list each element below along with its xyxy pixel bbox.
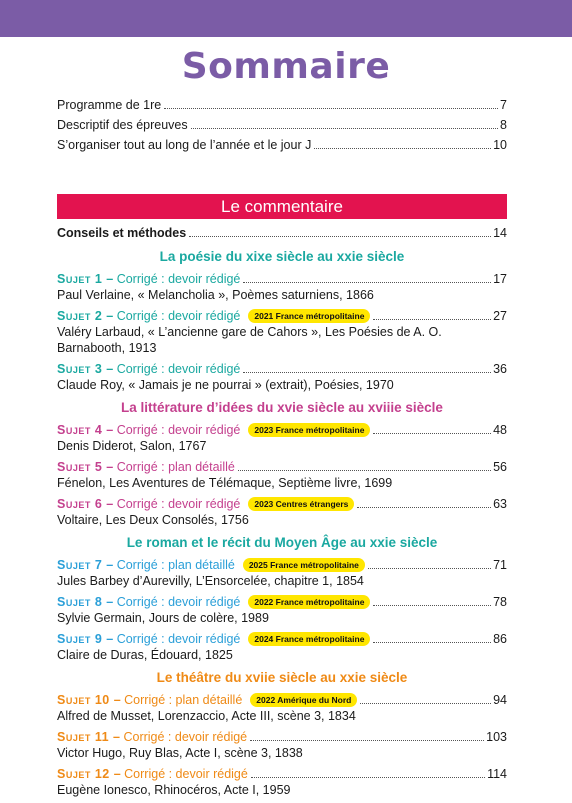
subject-number: Sujet 11 – <box>57 730 121 744</box>
section-heading: Le théâtre du xviie siècle au xxie siècle <box>156 670 408 685</box>
leader-dots <box>357 507 491 508</box>
toc-page: 10 <box>493 138 507 152</box>
leader-dots <box>243 372 491 373</box>
subject-header <box>57 594 507 610</box>
subject-page: 78 <box>493 595 507 609</box>
leader-dots <box>368 568 491 569</box>
leader-dots <box>314 148 491 149</box>
subject-correction: Corrigé : devoir rédigé <box>116 595 241 609</box>
subject-work: Victor Hugo, Ruy Blas, Acte I, scène 3, 1838 <box>57 746 303 760</box>
toc-label: Descriptif des épreuves <box>57 118 188 132</box>
leader-dots <box>189 236 491 237</box>
subject-page: 86 <box>493 632 507 646</box>
subject-page: 94 <box>493 693 507 707</box>
leader-dots <box>373 605 491 606</box>
section-heading: Le roman et le récit du Moyen Âge au xxie siècle <box>126 535 438 550</box>
subject-number: Sujet 9 – <box>57 632 114 646</box>
commentaire-toc <box>57 224 507 803</box>
subject-correction: Corrigé : plan détaillé <box>124 693 243 707</box>
subject-work: Claude Roy, « Jamais je ne pourrai » (extrait), Poésies, 1970 <box>57 378 394 392</box>
exam-badge: 2021 France métropolitaine <box>248 309 370 323</box>
exam-badge: 2023 Centres étrangers <box>248 497 354 511</box>
subject-header <box>57 422 507 438</box>
subject-header <box>57 631 507 647</box>
subject-number: Sujet 6 – <box>57 497 114 511</box>
subject-correction: Corrigé : devoir rédigé <box>123 730 248 744</box>
conseils-page: 14 <box>493 226 507 240</box>
subject-number: Sujet 7 – <box>57 558 114 572</box>
leader-dots <box>251 777 485 778</box>
subject-correction: Corrigé : plan détaillé <box>116 558 235 572</box>
subject-entry[interactable] <box>57 459 507 491</box>
top-color-bar <box>0 0 572 37</box>
conseils-label: Conseils et méthodes <box>57 226 187 240</box>
exam-badge: 2023 France métropolitaine <box>248 423 370 437</box>
subject-header <box>57 361 507 377</box>
subject-entry[interactable] <box>57 766 507 798</box>
subject-entry[interactable] <box>57 729 507 761</box>
toc-label <box>57 95 161 115</box>
subject-entry[interactable] <box>57 422 507 454</box>
subject-header <box>57 496 507 512</box>
leader-dots <box>243 282 491 283</box>
subject-page: 27 <box>493 309 507 323</box>
subject-header <box>57 308 507 324</box>
subject-correction: Corrigé : devoir rédigé <box>116 497 241 511</box>
toc-page: 7 <box>500 98 507 112</box>
subject-page: 114 <box>487 767 507 781</box>
subject-page: 17 <box>493 272 507 286</box>
subject-page: 36 <box>493 362 507 376</box>
subject-header <box>57 729 507 745</box>
toc-label-text: Programme de 1re <box>57 98 162 112</box>
exam-badge: 2024 France métropolitaine <box>248 632 370 646</box>
leader-dots <box>164 108 498 109</box>
subject-entry[interactable] <box>57 496 507 528</box>
subject-correction: Corrigé : devoir rédigé <box>116 632 241 646</box>
subject-entry[interactable] <box>57 631 507 663</box>
subject-work: Denis Diderot, Salon, 1767 <box>57 439 207 453</box>
subject-number: Sujet 12 – <box>57 767 122 781</box>
subject-number: Sujet 1 – <box>57 272 114 286</box>
subject-entry[interactable] <box>57 361 507 393</box>
subject-correction: Corrigé : devoir rédigé <box>116 362 241 376</box>
toc-page: 8 <box>500 118 507 132</box>
leader-dots <box>360 703 491 704</box>
subject-entry[interactable] <box>57 557 507 589</box>
subject-work: Eugène Ionesco, Rhinocéros, Acte I, 1959 <box>57 783 291 797</box>
subject-correction: Corrigé : devoir rédigé <box>116 423 241 437</box>
leader-dots <box>373 642 491 643</box>
toc-row[interactable] <box>57 95 507 115</box>
subject-work: Fénelon, Les Aventures de Télémaque, Septième livre, 1699 <box>57 476 393 490</box>
general-toc <box>57 95 507 155</box>
subject-header <box>57 459 507 475</box>
section-band-commentaire: Le commentaire <box>57 194 507 219</box>
subject-page: 56 <box>493 460 507 474</box>
subject-header <box>57 557 507 573</box>
subject-entry[interactable] <box>57 692 507 724</box>
toc-row[interactable] <box>57 115 507 135</box>
subject-entry[interactable] <box>57 308 507 356</box>
leader-dots <box>250 740 484 741</box>
exam-badge: 2025 France métropolitaine <box>243 558 365 572</box>
subject-work: Claire de Duras, Édouard, 1825 <box>57 648 233 662</box>
subject-number: Sujet 3 – <box>57 362 114 376</box>
subject-header <box>57 766 507 782</box>
subject-correction: Corrigé : devoir rédigé <box>116 309 241 323</box>
subject-work: Voltaire, Les Deux Consolés, 1756 <box>57 513 249 527</box>
subject-header <box>57 692 507 708</box>
subject-work: Sylvie Germain, Jours de colère, 1989 <box>57 611 269 625</box>
section-heading: La poésie du xixe siècle au xxie siècle <box>159 249 405 264</box>
subject-header <box>57 271 507 287</box>
section-heading: La littérature d’idées du xvie siècle au xviiie siècle <box>121 400 443 415</box>
page-title: Sommaire <box>181 46 391 87</box>
toc-row[interactable] <box>57 135 507 155</box>
subject-page: 63 <box>493 497 507 511</box>
subject-correction: Corrigé : plan détaillé <box>116 460 235 474</box>
subject-number: Sujet 4 – <box>57 423 114 437</box>
subject-number: Sujet 2 – <box>57 309 114 323</box>
subject-entry[interactable] <box>57 271 507 303</box>
subject-page: 71 <box>493 558 507 572</box>
toc-label: S’organiser tout au long de l’année et le jour J <box>57 138 312 152</box>
sections-list <box>57 248 507 798</box>
leader-dots <box>373 319 491 320</box>
subject-correction: Corrigé : devoir rédigé <box>116 272 241 286</box>
subject-work: Alfred de Musset, Lorenzaccio, Acte III, scène 3, 1834 <box>57 709 356 723</box>
subject-work: Valéry Larbaud, « L’ancienne gare de Cahors », Les Poésies de A. O. Barnabooth, 1913 <box>57 325 442 355</box>
leader-dots <box>238 470 491 471</box>
leader-dots <box>373 433 491 434</box>
exam-badge: 2022 France métropolitaine <box>248 595 370 609</box>
subject-page: 48 <box>493 423 507 437</box>
subject-number: Sujet 8 – <box>57 595 114 609</box>
leader-dots <box>191 128 498 129</box>
subject-page: 103 <box>486 730 507 744</box>
subject-work: Paul Verlaine, « Melancholia », Poèmes saturniens, 1866 <box>57 288 374 302</box>
subject-number: Sujet 10 – <box>57 693 122 707</box>
subject-work: Jules Barbey d’Aurevilly, L’Ensorcelée, chapitre 1, 1854 <box>57 574 364 588</box>
subject-number: Sujet 5 – <box>57 460 114 474</box>
exam-badge: 2022 Amérique du Nord <box>250 693 357 707</box>
subject-correction: Corrigé : devoir rédigé <box>124 767 248 781</box>
subject-entry[interactable] <box>57 594 507 626</box>
conseils-row[interactable] <box>57 224 507 242</box>
